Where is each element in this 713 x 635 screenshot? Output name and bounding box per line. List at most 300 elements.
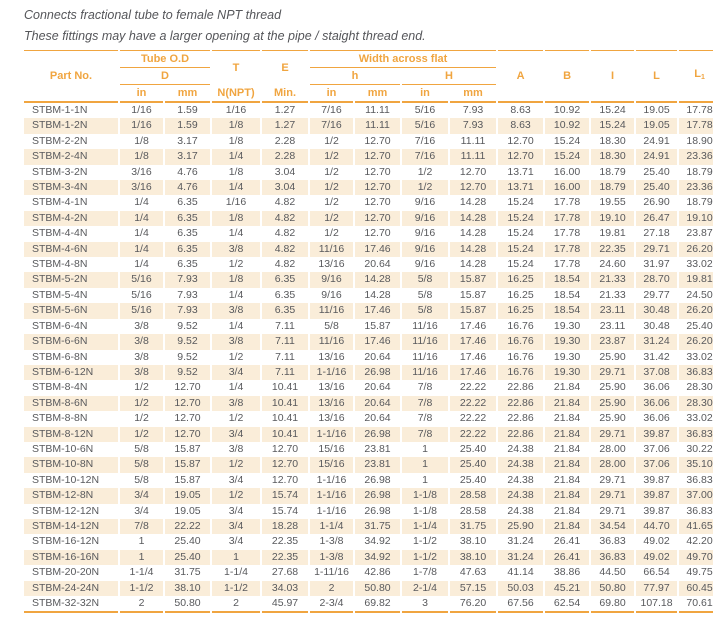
value-cell: 19.10 bbox=[679, 211, 713, 226]
value-cell: 26.98 bbox=[355, 365, 400, 380]
value-cell: 18.90 bbox=[686, 134, 713, 147]
value-cell: 20.64 bbox=[364, 258, 391, 271]
value-cell: 1-1/4 bbox=[129, 566, 154, 579]
value-cell: 33.02 bbox=[686, 412, 713, 425]
value-cell: 19.05 bbox=[643, 104, 670, 116]
value-cell: 19.05 bbox=[165, 488, 210, 503]
col-header-b: B bbox=[545, 50, 589, 103]
part-no-cell: STBM-8-6N bbox=[24, 396, 118, 411]
value-cell: 9/16 bbox=[414, 227, 436, 240]
value-cell: 1-1/16 bbox=[316, 504, 347, 517]
value-cell: 1/16 bbox=[120, 118, 163, 133]
value-cell: 22.22 bbox=[450, 396, 496, 411]
value-cell: 19.30 bbox=[553, 319, 581, 332]
value-cell: 29.71 bbox=[591, 427, 634, 442]
table-row bbox=[24, 581, 713, 596]
value-cell: 6.35 bbox=[177, 258, 198, 271]
value-cell: 42.20 bbox=[686, 535, 713, 548]
value-cell: 27.68 bbox=[271, 566, 299, 579]
value-cell: 22.35 bbox=[271, 535, 299, 548]
value-cell: 1/2 bbox=[324, 165, 339, 178]
intro-line-2: These fittings may have a larger opening at the pipe / staight thread end. bbox=[24, 29, 426, 43]
value-cell: 5/8 bbox=[324, 319, 339, 332]
value-cell: 7/8 bbox=[402, 427, 448, 442]
value-cell: 24.60 bbox=[599, 258, 626, 271]
value-cell: 3/8 bbox=[120, 365, 163, 380]
value-cell: 21.84 bbox=[553, 412, 581, 425]
value-cell: 12.70 bbox=[355, 180, 400, 195]
value-cell: 13/16 bbox=[318, 258, 345, 271]
value-cell: 2.28 bbox=[274, 134, 296, 147]
value-cell: 4.82 bbox=[274, 227, 296, 240]
value-cell: 14.28 bbox=[459, 258, 487, 271]
value-cell: 25.40 bbox=[686, 319, 713, 332]
value-cell: 10.41 bbox=[262, 427, 308, 442]
value-cell: 29.71 bbox=[599, 473, 626, 486]
value-cell: 25.40 bbox=[643, 165, 670, 178]
value-cell: 16.25 bbox=[498, 272, 543, 287]
col-header-a: A bbox=[498, 50, 543, 103]
value-cell: 3/4 bbox=[228, 504, 244, 517]
part-no-cell: STBM-1-1N bbox=[32, 104, 88, 116]
value-cell: 15.24 bbox=[498, 211, 543, 226]
value-cell: 1/2 bbox=[324, 134, 339, 147]
value-cell: 47.63 bbox=[459, 566, 487, 579]
value-cell: 3/4 bbox=[120, 488, 163, 503]
col-header-i: I bbox=[591, 50, 634, 103]
value-cell: 25.40 bbox=[174, 535, 201, 548]
value-cell: 3/8 bbox=[120, 334, 163, 349]
value-cell: 34.03 bbox=[262, 581, 308, 596]
value-cell: 15.24 bbox=[507, 258, 534, 271]
value-cell: 11/16 bbox=[402, 334, 448, 349]
value-cell: 60.45 bbox=[679, 581, 713, 596]
table-row bbox=[24, 519, 713, 534]
value-cell: 17.46 bbox=[355, 242, 400, 257]
value-cell: 15.74 bbox=[262, 488, 308, 503]
intro-line-1: Connects fractional tube to female NPT thread bbox=[24, 8, 282, 22]
value-cell: 25.90 bbox=[591, 396, 634, 411]
col-unit-d-mm: mm bbox=[165, 85, 210, 103]
value-cell: 6.35 bbox=[177, 196, 198, 209]
value-cell: 1-1/2 bbox=[413, 535, 437, 548]
value-cell: 1/2 bbox=[324, 227, 339, 240]
value-cell: 31.75 bbox=[174, 566, 201, 579]
value-cell: 11/16 bbox=[310, 334, 353, 349]
value-cell: 26.98 bbox=[364, 504, 391, 517]
value-cell: 1/4 bbox=[212, 149, 260, 164]
value-cell: 11/16 bbox=[402, 365, 448, 380]
value-cell: 13.71 bbox=[507, 165, 534, 178]
value-cell: 11/16 bbox=[310, 242, 353, 257]
value-cell: 77.97 bbox=[636, 581, 677, 596]
value-cell: 1/16 bbox=[225, 104, 247, 116]
value-cell: 3.17 bbox=[177, 134, 198, 147]
value-cell: 22.22 bbox=[459, 381, 487, 394]
value-cell: 6.35 bbox=[165, 211, 210, 226]
value-cell: 1/4 bbox=[134, 258, 149, 271]
value-cell: 9.52 bbox=[165, 365, 210, 380]
value-cell: 3/8 bbox=[212, 334, 260, 349]
value-cell: 4.76 bbox=[165, 180, 210, 195]
value-cell: 7/16 bbox=[310, 118, 353, 133]
value-cell: 24.91 bbox=[643, 134, 670, 147]
value-cell: 3/4 bbox=[212, 427, 260, 442]
value-cell: 28.00 bbox=[591, 457, 634, 472]
value-cell: 29.77 bbox=[643, 288, 670, 301]
part-no-cell: STBM-20-20N bbox=[32, 566, 100, 579]
value-cell: 50.80 bbox=[591, 581, 634, 596]
value-cell: 30.22 bbox=[686, 442, 713, 455]
value-cell: 49.02 bbox=[636, 550, 677, 565]
value-cell: 24.38 bbox=[507, 504, 534, 517]
value-cell: 18.28 bbox=[262, 519, 308, 534]
part-no-cell: STBM-10-12N bbox=[32, 473, 100, 486]
value-cell: 9/16 bbox=[414, 258, 436, 271]
value-cell: 13.71 bbox=[498, 180, 543, 195]
value-cell: 31.97 bbox=[643, 258, 670, 271]
value-cell: 1 bbox=[422, 442, 428, 455]
value-cell: 1 bbox=[120, 550, 163, 565]
value-cell: 1/4 bbox=[134, 196, 149, 209]
value-cell: 17.78 bbox=[553, 196, 581, 209]
value-cell: 22.86 bbox=[498, 427, 543, 442]
intro-notes bbox=[22, 8, 692, 43]
value-cell: 1-11/16 bbox=[314, 566, 349, 579]
value-cell: 22.22 bbox=[459, 412, 487, 425]
value-cell: 42.86 bbox=[364, 566, 391, 579]
value-cell: 28.30 bbox=[686, 381, 713, 394]
table-row bbox=[24, 257, 713, 272]
table-row bbox=[24, 350, 713, 365]
value-cell: 14.28 bbox=[459, 196, 487, 209]
value-cell: 29.71 bbox=[599, 504, 626, 517]
value-cell: 9/16 bbox=[310, 272, 353, 287]
value-cell: 12.70 bbox=[364, 227, 391, 240]
value-cell: 26.20 bbox=[679, 303, 713, 318]
table-row bbox=[24, 149, 713, 164]
table-row bbox=[24, 319, 713, 334]
value-cell: 37.08 bbox=[636, 365, 677, 380]
value-cell: 3/4 bbox=[228, 535, 244, 548]
value-cell: 11/16 bbox=[310, 303, 353, 318]
value-cell: 36.06 bbox=[643, 381, 670, 394]
value-cell: 29.71 bbox=[591, 365, 634, 380]
value-cell: 5/8 bbox=[402, 303, 448, 318]
value-cell: 5/16 bbox=[120, 272, 163, 287]
value-cell: 9.52 bbox=[177, 350, 198, 363]
value-cell: 1/2 bbox=[134, 412, 149, 425]
value-cell: 21.84 bbox=[553, 442, 581, 455]
part-no-cell: STBM-12-8N bbox=[24, 488, 118, 503]
value-cell: 12.70 bbox=[459, 165, 487, 178]
value-cell: 1/8 bbox=[212, 118, 260, 133]
part-no-cell: STBM-16-12N bbox=[32, 535, 100, 548]
value-cell: 19.05 bbox=[174, 504, 201, 517]
value-cell: 1-3/8 bbox=[319, 535, 344, 548]
value-cell: 10.92 bbox=[545, 118, 589, 133]
value-cell: 1-3/8 bbox=[310, 550, 353, 565]
value-cell: 5/16 bbox=[131, 288, 152, 301]
value-cell: 19.30 bbox=[545, 334, 589, 349]
table-row bbox=[24, 488, 713, 503]
value-cell: 28.58 bbox=[450, 488, 496, 503]
value-cell: 3/8 bbox=[134, 350, 149, 363]
value-cell: 12.70 bbox=[507, 134, 534, 147]
value-cell: 23.87 bbox=[686, 227, 713, 240]
value-cell: 15/16 bbox=[310, 457, 353, 472]
value-cell: 5/8 bbox=[120, 457, 163, 472]
value-cell: 45.97 bbox=[262, 596, 308, 613]
value-cell: 12.70 bbox=[355, 211, 400, 226]
value-cell: 18.54 bbox=[545, 303, 589, 318]
value-cell: 9.52 bbox=[165, 334, 210, 349]
value-cell: 1-1/8 bbox=[402, 488, 448, 503]
value-cell: 19.10 bbox=[591, 211, 634, 226]
value-cell: 1/2 bbox=[310, 149, 353, 164]
value-cell: 6.35 bbox=[165, 242, 210, 257]
value-cell: 1/2 bbox=[310, 180, 353, 195]
table-row bbox=[24, 365, 713, 380]
value-cell: 24.91 bbox=[636, 149, 677, 164]
value-cell: 19.55 bbox=[599, 196, 626, 209]
value-cell: 11/16 bbox=[412, 350, 438, 363]
value-cell: 3/8 bbox=[134, 319, 149, 332]
value-cell: 17.46 bbox=[450, 365, 496, 380]
value-cell: 36.83 bbox=[686, 473, 713, 486]
value-cell: 3/4 bbox=[228, 473, 244, 486]
value-cell: 1/2 bbox=[228, 350, 244, 363]
col-header-h-upper: H bbox=[402, 68, 496, 85]
value-cell: 10.41 bbox=[271, 381, 299, 394]
value-cell: 3/8 bbox=[228, 442, 244, 455]
value-cell: 5/8 bbox=[134, 442, 149, 455]
table-row bbox=[24, 211, 713, 226]
value-cell: 50.80 bbox=[165, 596, 210, 613]
col-unit-npt: N(NPT) bbox=[212, 85, 260, 103]
value-cell: 25.40 bbox=[450, 457, 496, 472]
value-cell: 12.70 bbox=[165, 427, 210, 442]
table-body bbox=[24, 103, 713, 613]
value-cell: 29.71 bbox=[636, 242, 677, 257]
value-cell: 44.50 bbox=[599, 566, 626, 579]
table-row bbox=[24, 473, 713, 488]
value-cell: 4.82 bbox=[274, 196, 296, 209]
value-cell: 25.90 bbox=[498, 519, 543, 534]
col-unit-h-mm: mm bbox=[355, 85, 400, 103]
value-cell: 7.11 bbox=[275, 350, 295, 363]
col-unit-hh-in: in bbox=[402, 85, 448, 103]
value-cell: 24.38 bbox=[507, 442, 534, 455]
value-cell: 20.64 bbox=[364, 350, 391, 363]
value-cell: 17.78 bbox=[553, 258, 581, 271]
value-cell: 3/8 bbox=[212, 242, 260, 257]
value-cell: 17.78 bbox=[679, 118, 713, 133]
value-cell: 2-3/4 bbox=[310, 596, 353, 613]
value-cell: 1 bbox=[138, 535, 145, 548]
table-row bbox=[24, 334, 713, 349]
value-cell: 1-1/16 bbox=[310, 427, 353, 442]
value-cell: 16.76 bbox=[498, 334, 543, 349]
value-cell: 1/4 bbox=[134, 227, 149, 240]
value-cell: 1-1/4 bbox=[224, 566, 248, 579]
value-cell: 37.06 bbox=[636, 457, 677, 472]
value-cell: 17.78 bbox=[545, 211, 589, 226]
value-cell: 21.84 bbox=[553, 504, 581, 517]
value-cell: 1-1/2 bbox=[402, 550, 448, 565]
value-cell: 22.86 bbox=[498, 396, 543, 411]
value-cell: 18.79 bbox=[591, 180, 634, 195]
value-cell: 1.27 bbox=[274, 104, 296, 116]
value-cell: 22.22 bbox=[165, 519, 210, 534]
table-row bbox=[24, 195, 713, 210]
value-cell: 3/4 bbox=[134, 504, 149, 517]
value-cell: 2 bbox=[310, 581, 353, 596]
table-row bbox=[24, 288, 713, 303]
value-cell: 21.84 bbox=[545, 488, 589, 503]
value-cell: 22.22 bbox=[450, 427, 496, 442]
value-cell: 7.93 bbox=[462, 104, 484, 116]
value-cell: 12.70 bbox=[364, 196, 391, 209]
value-cell: 2.28 bbox=[262, 149, 308, 164]
value-cell: 25.90 bbox=[599, 350, 626, 363]
value-cell: 76.20 bbox=[450, 596, 496, 613]
value-cell: 1/4 bbox=[228, 381, 244, 394]
value-cell: 12.70 bbox=[262, 457, 308, 472]
col-unit-min: Min. bbox=[262, 85, 308, 103]
value-cell: 1-1/4 bbox=[402, 519, 448, 534]
value-cell: 62.54 bbox=[545, 596, 589, 613]
part-no-cell: STBM-32-32N bbox=[24, 596, 118, 613]
value-cell: 31.75 bbox=[450, 519, 496, 534]
value-cell: 12.70 bbox=[364, 165, 391, 178]
part-no-cell: STBM-24-24N bbox=[24, 581, 118, 596]
value-cell: 49.70 bbox=[679, 550, 713, 565]
value-cell: 1/8 bbox=[120, 149, 163, 164]
value-cell: 33.02 bbox=[686, 350, 713, 363]
value-cell: 4.82 bbox=[262, 211, 308, 226]
table-row bbox=[24, 380, 713, 395]
value-cell: 1.59 bbox=[177, 104, 198, 116]
value-cell: 20.64 bbox=[355, 396, 400, 411]
value-cell: 7/8 bbox=[402, 396, 448, 411]
value-cell: 23.87 bbox=[591, 334, 634, 349]
value-cell: 28.30 bbox=[679, 396, 713, 411]
value-cell: 1-1/4 bbox=[310, 519, 353, 534]
value-cell: 18.79 bbox=[599, 165, 626, 178]
value-cell: 50.03 bbox=[498, 581, 543, 596]
value-cell: 1.27 bbox=[262, 118, 308, 133]
part-no-cell: STBM-14-12N bbox=[24, 519, 118, 534]
part-no-cell: STBM-5-6N bbox=[24, 303, 118, 318]
value-cell: 26.98 bbox=[355, 488, 400, 503]
value-cell: 19.81 bbox=[599, 227, 626, 240]
value-cell: 41.14 bbox=[507, 566, 534, 579]
part-no-cell: STBM-3-2N bbox=[32, 165, 88, 178]
value-cell: 39.87 bbox=[643, 473, 670, 486]
value-cell: 107.18 bbox=[636, 596, 677, 613]
value-cell: 15.24 bbox=[507, 196, 534, 209]
value-cell: 15.24 bbox=[507, 227, 534, 240]
value-cell: 3.17 bbox=[165, 149, 210, 164]
value-cell: 25.40 bbox=[636, 180, 677, 195]
value-cell: 16.76 bbox=[507, 319, 534, 332]
part-no-cell: STBM-6-12N bbox=[24, 365, 118, 380]
value-cell: 12.70 bbox=[165, 396, 210, 411]
value-cell: 7.11 bbox=[275, 319, 295, 332]
value-cell: 20.64 bbox=[364, 381, 391, 394]
col-header-e: E bbox=[262, 50, 308, 85]
value-cell: 7/16 bbox=[321, 104, 342, 116]
value-cell: 6.35 bbox=[262, 272, 308, 287]
value-cell: 21.84 bbox=[545, 427, 589, 442]
value-cell: 15.87 bbox=[450, 272, 496, 287]
value-cell: 24.38 bbox=[507, 473, 534, 486]
value-cell: 23.81 bbox=[355, 457, 400, 472]
table-row bbox=[24, 596, 713, 613]
value-cell: 3.04 bbox=[274, 165, 296, 178]
value-cell: 1/4 bbox=[120, 242, 163, 257]
value-cell: 36.83 bbox=[591, 550, 634, 565]
table-row bbox=[24, 118, 713, 133]
value-cell: 17.46 bbox=[450, 334, 496, 349]
value-cell: 21.84 bbox=[553, 381, 581, 394]
value-cell: 1/4 bbox=[228, 288, 244, 301]
value-cell: 1/8 bbox=[228, 165, 244, 178]
value-cell: 22.86 bbox=[507, 381, 534, 394]
value-cell: 31.42 bbox=[643, 350, 670, 363]
value-cell: 21.84 bbox=[545, 457, 589, 472]
table-row bbox=[24, 226, 713, 241]
value-cell: 36.06 bbox=[643, 412, 670, 425]
value-cell: 7/16 bbox=[402, 149, 448, 164]
part-no-cell: STBM-6-4N bbox=[32, 319, 88, 332]
value-cell: 36.83 bbox=[599, 535, 626, 548]
table-row bbox=[24, 550, 713, 565]
value-cell: 27.18 bbox=[643, 227, 670, 240]
value-cell: 69.80 bbox=[591, 596, 634, 613]
value-cell: 12.70 bbox=[364, 134, 391, 147]
value-cell: 3.04 bbox=[262, 180, 308, 195]
value-cell: 2 bbox=[120, 596, 163, 613]
part-no-cell: STBM-1-2N bbox=[24, 118, 118, 133]
value-cell: 11.11 bbox=[365, 104, 390, 116]
value-cell: 11.11 bbox=[460, 134, 486, 147]
value-cell: 6.35 bbox=[262, 303, 308, 318]
value-cell: 12.70 bbox=[450, 180, 496, 195]
value-cell: 33.02 bbox=[686, 258, 713, 271]
value-cell: 44.70 bbox=[636, 519, 677, 534]
value-cell: 1/4 bbox=[228, 227, 244, 240]
value-cell: 1/8 bbox=[228, 134, 244, 147]
value-cell: 17.46 bbox=[355, 334, 400, 349]
value-cell: 4.76 bbox=[177, 165, 198, 178]
col-header-t: T bbox=[212, 50, 260, 85]
value-cell: 17.46 bbox=[355, 303, 400, 318]
col-group-width-across-flat: Width across flat bbox=[310, 50, 496, 68]
value-cell: 28.70 bbox=[636, 272, 677, 287]
value-cell: 31.24 bbox=[498, 550, 543, 565]
table-row bbox=[24, 411, 713, 426]
value-cell: 13/16 bbox=[318, 350, 345, 363]
value-cell: 5/8 bbox=[134, 473, 149, 486]
value-cell: 5/8 bbox=[402, 272, 448, 287]
value-cell: 5/16 bbox=[414, 104, 436, 116]
value-cell: 1-1/2 bbox=[212, 581, 260, 596]
value-cell: 9/16 bbox=[402, 211, 448, 226]
value-cell: 1.59 bbox=[165, 118, 210, 133]
part-no-cell: STBM-8-12N bbox=[24, 427, 118, 442]
